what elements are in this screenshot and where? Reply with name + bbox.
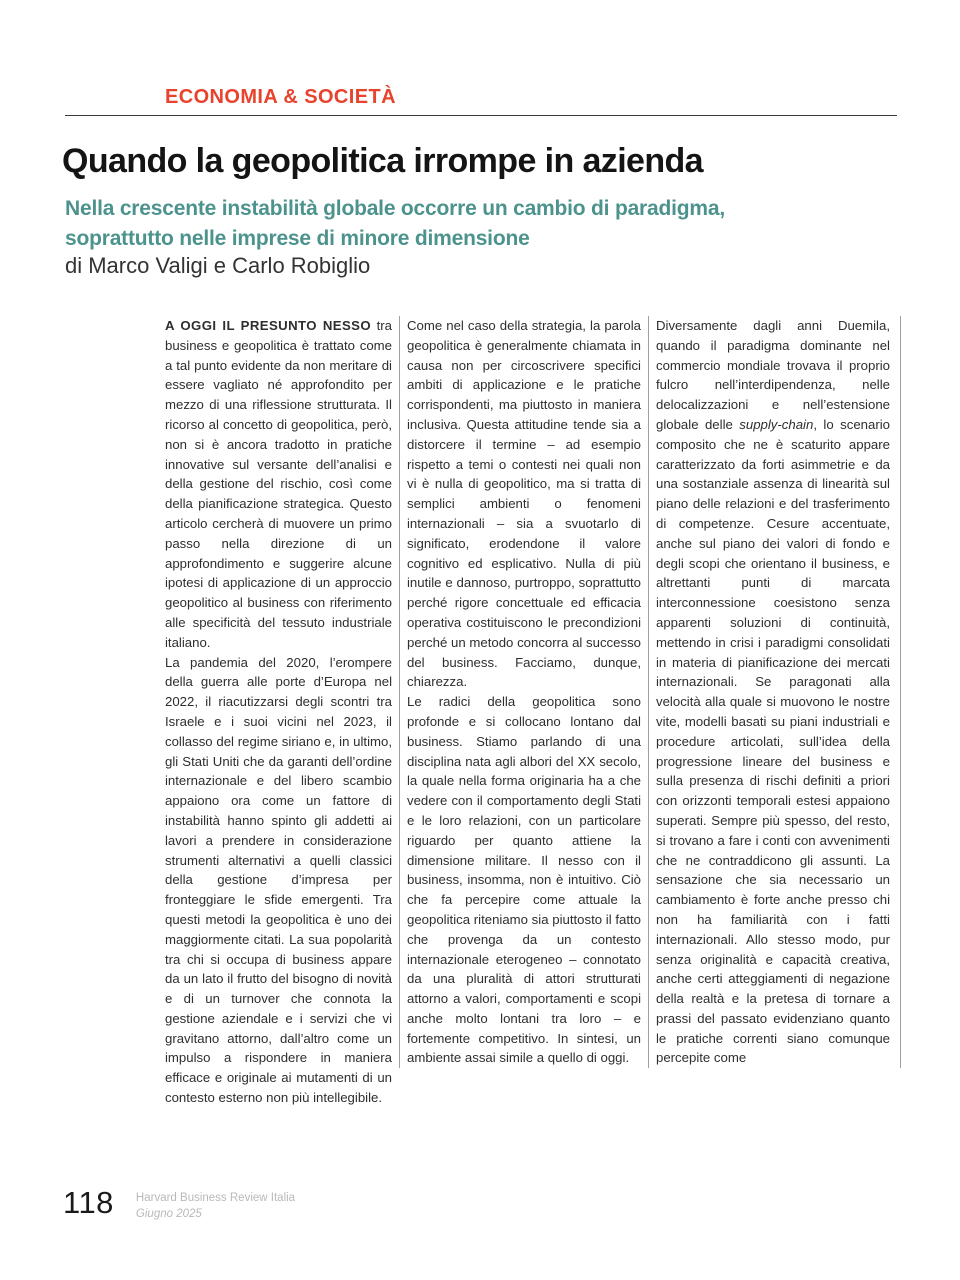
paragraph bbox=[165, 653, 392, 1108]
publication-name: Harvard Business Review Italia bbox=[135, 1192, 296, 1204]
paragraph-text: Come nel caso della strategia, la parola geopolitica è generalmente chiamata in causa non per circoscrivere specifici ambiti di applicazione e le pratiche corrispondenti, ma piuttosto in maniera inclusiva. Questa attitudine tende sia a distorcere il termine – ad esempio rispetto a temi o contesti nei quali non vi è nulla di geopolitico, ma si tratta di semplici ambienti o fenomeni internazionali – sia a svuotarlo di significato, erodendone il valore cognitivo ed esplicativo. Nulla di più inutile e dannoso, purtroppo, soprattutto perché rigore concettuale ed efficacia operativa costituiscono le precondizioni perché un metodo concorra al successo del business. Facciamo, dunque, chiarezza. bbox=[407, 318, 641, 690]
section-kicker: ECONOMIA & SOCIETÀ bbox=[165, 86, 396, 108]
subtitle-line-1: Nella crescente instabilità globale occorre un cambio di paradigma, bbox=[65, 197, 725, 220]
paragraph-lead-in: A OGGI IL PRESUNTO NESSO bbox=[165, 318, 372, 333]
article-subtitle bbox=[65, 194, 725, 254]
article-columns bbox=[165, 316, 889, 1108]
issue-date: Giugno 2025 bbox=[135, 1208, 202, 1220]
article-byline: di Marco Valigi e Carlo Robiglio bbox=[65, 253, 371, 278]
header-rule bbox=[65, 115, 897, 116]
article-column-1 bbox=[165, 316, 392, 1108]
article-column-3 bbox=[648, 316, 901, 1068]
publication-info bbox=[136, 1188, 295, 1222]
page-number: 118 bbox=[63, 1185, 114, 1220]
paragraph-text: Diversamente dagli anni Duemila, quando il paradigma dominante nel commercio mondiale trovava il proprio fulcro nell’interdipendenza, nelle delocalizzazioni e nell’estensione globale delle bbox=[656, 318, 890, 432]
subtitle-line-2: soprattutto nelle imprese di minore dimensione bbox=[65, 227, 530, 250]
article-column-2 bbox=[399, 316, 641, 1068]
article-title: Quando la geopolitica irrompe in azienda bbox=[62, 142, 703, 180]
paragraph-text: Le radici della geopolitica sono profonde e si collocano lontano dal business. Stiamo parlando di una disciplina nata agli albori del XX secolo, la quale nella forma originaria ha a che vedere con il comportamento degli Stati e le loro relazioni, con un particolare riguardo per quanto attiene la dimensione militare. Il nesso con il business, insomma, non è intuitivo. Ciò che fa percepire come attuale la geopolitica riteniamo sia piuttosto il fatto che provenga da un contesto internazionale eterogeneo – connotato da una pluralità di attori strutturati attorno a valori, comportamenti e scopi anche molto lontani tra loro – e fortemente competitivo. In sintesi, un ambiente assai simile a quello di oggi. bbox=[407, 694, 641, 1066]
paragraph-text: La pandemia del 2020, l’erompere della guerra alle porte d’Europa nel 2022, il riacutizzarsi degli scontri tra Israele e i suoi vicini nel 2023, il collasso del regime siriano e, in ultimo, gli Stati Uniti che da garanti dell’ordine internazionale e del libero scambio appaiono ora come un fattore di instabilità hanno spinto gli addetti ai lavori a prendere in considerazione strumenti alternativi a quelli classici della gestione d’impresa per fronteggiare le sfide emergenti. Tra questi metodi la geopolitica è uno dei maggiormente citati. La sua popolarità tra chi si occupa di business appare da un lato il frutto del bisogno di novità e di un turnover che connota la gestione aziendale e i servizi che vi gravitano attorno, dall’altro come un impulso a rispondere in maniera efficace e originale ai mutamenti di un contesto esterno non più intellegibile. bbox=[165, 654, 392, 1106]
paragraph bbox=[656, 316, 890, 1068]
italic-term: supply-chain bbox=[739, 416, 814, 432]
page-footer bbox=[63, 1185, 296, 1222]
paragraph bbox=[407, 316, 641, 692]
paragraph bbox=[165, 316, 392, 653]
paragraph-text: , lo scenario composito che ne è scaturito appare caratterizzato da forti asimmetrie e da una sostanziale assenza di linearità sul piano delle relazioni e del trasferimento di competenze. Cesure accentuate, anche sul piano dei valori di fondo e degli scopi che orientano il business, e altrettanti punti di marcata interconnessione coesistono senza apparenti soluzioni di continuità, mettendo in crisi i paradigmi consolidati in materia di pianificazione dei mercati internazionali. Se paragonati alla velocità alla quale si muovono le nostre vite, modelli basati su piani industriali e procedure articolati, sull’idea della progressione lineare del business e sulla presenza di rischi definiti a priori con orizzonti temporali estesi appaiono superati. Sempre più spesso, del resto, si trovano a fare i conti con avvenimenti che ne contraddicono gli assunti. La sensazione che sia necessario un cambiamento è forte anche presso chi non ha familiarità con i fatti internazionali. Allo stesso modo, pur senza originalità e capacità creativa, anche certi atteggiamenti di negazione della realtà e la pretesa di tornare a prassi del passato evidenziano quanto le pratiche correnti siano comunque percepite come bbox=[656, 416, 890, 1066]
paragraph bbox=[407, 692, 641, 1068]
paragraph-text: tra business e geopolitica è trattato come a tal punto evidente da non meritare di essere vagliato né approfondito per mezzo di una riflessione strutturata. Il ricorso al concetto di geopolitica, però, non si è ancora tradotto in pratiche innovative sul versante dell’analisi e della gestione del rischio, così come della pianificazione strategica. Questo articolo cercherà di muovere un primo passo nella direzione di un approfondimento e suggerire alcune ipotesi di applicazione di un approccio geopolitico al business con riferimento alle specificità del tessuto industriale italiano. bbox=[165, 318, 392, 650]
